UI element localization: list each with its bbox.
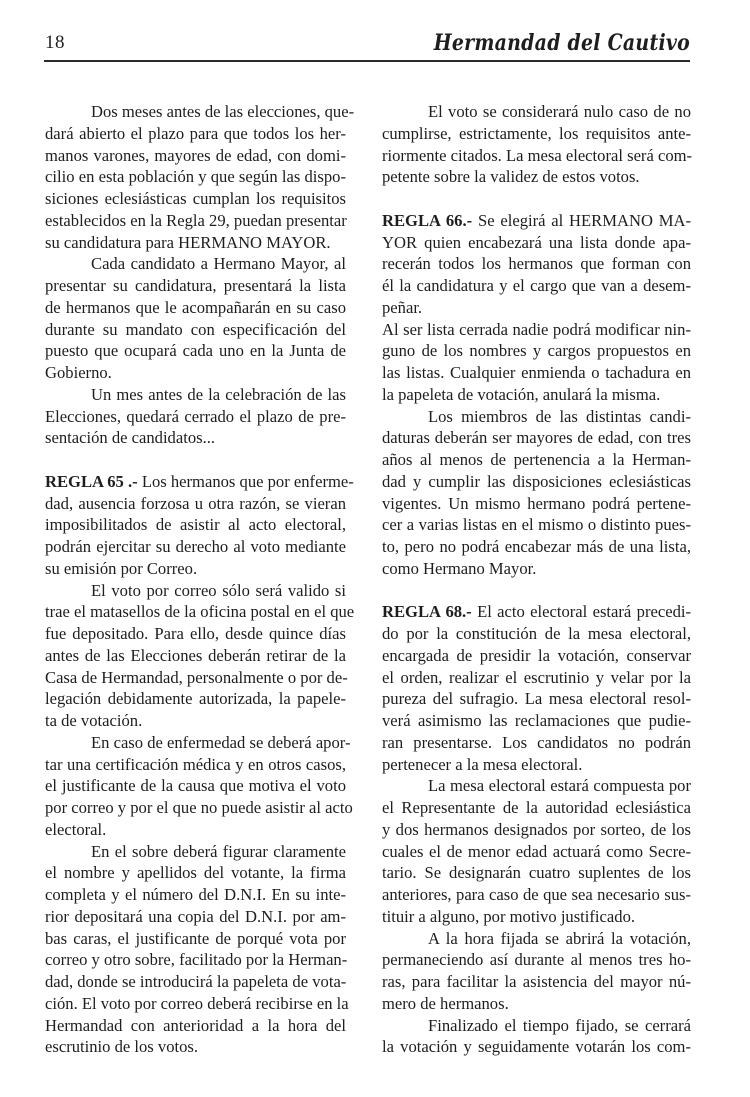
paragraph <box>382 928 691 1015</box>
line-text: antes de las Elecciones deberán retirar de la <box>45 645 346 665</box>
text-line <box>45 601 355 623</box>
text-line <box>382 101 691 123</box>
line-text: Finalizado el tiempo fijado, se cerrará <box>428 1015 691 1035</box>
text-line <box>45 145 346 167</box>
rule-paragraph <box>45 471 354 580</box>
text-line <box>382 275 691 297</box>
text-line <box>45 819 346 841</box>
text-line <box>382 427 691 449</box>
text-line <box>382 710 691 732</box>
text-line <box>382 949 691 971</box>
paragraph <box>382 775 691 927</box>
text-line <box>45 319 346 341</box>
text-line <box>382 667 691 689</box>
text-line <box>45 928 346 950</box>
line-text: encargada de presidir la votación, conservar <box>382 645 691 665</box>
line-text: petente sobre la validez de estos votos. <box>382 167 640 187</box>
text-line <box>45 558 346 580</box>
line-text: Un mes antes de la celebración de las <box>91 384 346 404</box>
paragraph <box>45 101 355 253</box>
text-line <box>45 906 346 928</box>
line-text: mero de hermanos. <box>382 993 509 1013</box>
line-text: cuales el de menor edad actuará como Secre- <box>382 841 691 861</box>
text-line <box>382 210 691 232</box>
paragraph <box>45 732 353 841</box>
line-text: podrán ejercitar su derecho al voto mediante <box>45 537 346 556</box>
text-line <box>45 101 355 123</box>
text-line <box>382 493 691 515</box>
line-text: manos varones, mayores de edad, con domi- <box>45 145 346 165</box>
page-number: 18 <box>45 32 65 53</box>
text-line <box>45 493 346 515</box>
text-line <box>382 884 691 906</box>
rule-heading: REGLA 65 .- <box>45 471 138 491</box>
text-line <box>45 536 346 558</box>
text-line <box>45 580 346 602</box>
line-text: ran presentarse. Los candidatos no podrán <box>382 732 691 752</box>
text-line <box>45 971 346 993</box>
text-line <box>45 232 346 254</box>
line-text: cumplirse, estrictamente, los requisitos ante- <box>382 123 691 143</box>
line-text: completa y el número del D.N.I. En su inte- <box>45 885 346 904</box>
line-text: establecidos en la Regla 29, puedan presentar <box>45 210 347 230</box>
text-line <box>45 340 346 362</box>
line-text: imposibilitados de asistir al acto electoral, <box>45 515 346 535</box>
text-line <box>382 688 691 710</box>
paragraph <box>45 841 349 1059</box>
text-line <box>45 275 346 297</box>
rule-paragraph <box>382 210 691 319</box>
text-line <box>45 623 346 645</box>
text-line <box>382 601 691 623</box>
text-line <box>382 362 691 384</box>
text-line <box>45 362 346 384</box>
text-line <box>45 645 346 667</box>
text-line <box>382 406 691 428</box>
text-line <box>45 862 346 884</box>
line-text: guno de los nombres y cargos propuestos en <box>382 341 691 361</box>
line-text: ta de votación. <box>45 711 143 730</box>
line-text: y dos hermanos designados por sorteo, de los <box>382 819 691 839</box>
line-text: A la hora fijada se abrirá la votación, <box>428 928 691 948</box>
text-line <box>382 514 691 536</box>
line-text: tituir a alguno, por motivo justificado. <box>382 906 636 926</box>
page-header <box>44 28 690 62</box>
line-text: Los hermanos que por enferme- <box>137 471 354 491</box>
text-line <box>382 862 691 884</box>
line-text: Gobierno. <box>45 363 112 382</box>
left-column <box>45 101 355 1058</box>
line-text: verá asimismo las reclamaciones que pudie- <box>382 711 691 730</box>
paragraph <box>45 253 346 384</box>
line-text: siciones eclesiásticas cumplan los requisitos <box>45 189 346 208</box>
text-line <box>382 841 691 863</box>
rule-heading: REGLA 66.- <box>382 210 473 230</box>
text-line <box>382 297 691 319</box>
line-text: por correo y por el que no puede asistir al acto <box>45 798 353 817</box>
line-text: dad, donde se introducirá la papeleta de vota- <box>45 972 347 991</box>
line-text: Al ser lista cerrada nadie podrá modificar nin- <box>382 319 691 339</box>
text-line <box>382 928 691 950</box>
text-line <box>45 123 346 145</box>
text-line <box>45 710 346 732</box>
line-text: dad y cumplir las disposiciones eclesiásticas <box>382 471 691 491</box>
line-text: En el sobre deberá figurar claramente <box>91 841 346 861</box>
line-text: Los miembros de las distintas candi- <box>428 406 691 426</box>
text-line <box>382 253 691 275</box>
text-line <box>45 1036 346 1058</box>
text-line <box>45 775 346 797</box>
line-text: daturas deberán ser mayores de edad, con tres <box>382 428 691 448</box>
text-line <box>45 406 346 428</box>
line-text: ras, para facilitar la asistencia del mayor nú- <box>382 972 691 991</box>
rule-heading: REGLA 68.- <box>382 602 472 622</box>
paragraph <box>45 580 355 732</box>
line-text: cer a varias listas en el mismo o distinto pues- <box>382 515 691 535</box>
line-text: presentar su candidatura, presentará la lista <box>45 276 346 295</box>
line-text: correo y otro sobre, facilitado por la Herman- <box>45 950 348 970</box>
paragraph <box>45 384 346 449</box>
line-text: fue depositado. Para ello, desde quince días <box>45 624 346 643</box>
line-text: las listas. Cualquier enmienda o tachadura en <box>382 363 691 382</box>
line-text: Casa de Hermandad, personalmente o por de- <box>45 667 348 687</box>
line-text: La mesa electoral estará compuesta por <box>428 776 691 796</box>
text-line <box>382 449 691 471</box>
line-text: riormente citados. La mesa electoral será com- <box>382 145 693 165</box>
text-line <box>45 514 346 536</box>
line-text: su emisión por Correo. <box>45 558 198 578</box>
text-line <box>45 949 346 971</box>
text-line <box>382 906 691 928</box>
line-text: En caso de enfermedad se deberá apor- <box>91 732 351 752</box>
line-text: la votación y seguidamente votarán los com- <box>382 1037 691 1057</box>
paragraph <box>382 406 691 580</box>
line-text: el Representante de la autoridad eclesiástica <box>382 798 691 817</box>
text-line <box>382 971 691 993</box>
text-line <box>45 297 346 319</box>
line-text: bas caras, el justificante de porqué vota por <box>45 928 346 948</box>
line-text: YOR quien encabezará una lista donde apa- <box>382 232 691 252</box>
text-line <box>382 232 691 254</box>
paragraph <box>382 319 691 406</box>
line-text: Se elegirá al HERMANO MA- <box>472 210 692 230</box>
text-line <box>45 667 346 689</box>
line-text: la papeleta de votación, anulará la misma. <box>382 384 661 404</box>
line-text: Cada candidato a Hermano Mayor, al <box>91 254 346 274</box>
line-text: peñar. <box>382 297 423 317</box>
text-line <box>382 471 691 493</box>
text-line <box>45 166 346 188</box>
line-text: cilio en esta población y que según las dispo- <box>45 167 346 187</box>
line-text: rior depositará una copia del D.N.I. por am- <box>45 906 346 926</box>
line-text: puesto que ocupará cada uno en la Junta de <box>45 341 346 361</box>
text-line <box>45 1015 346 1037</box>
text-line <box>382 145 691 167</box>
line-text: do por la constitución de la mesa electoral, <box>382 624 691 643</box>
text-line <box>45 384 346 406</box>
line-text: legación debidamente autorizada, la papele- <box>45 689 346 709</box>
line-text: pertenecer a la mesa electoral. <box>382 754 583 774</box>
text-line <box>45 688 346 710</box>
line-text: trae el matasellos de la oficina postal en el que <box>45 602 355 622</box>
text-line <box>45 210 346 232</box>
line-text: pureza del sufragio. La mesa electoral resol- <box>382 689 691 709</box>
line-text: tario. Se designarán cuatro suplentes de los <box>382 863 691 883</box>
text-line <box>382 732 691 754</box>
rule-paragraph <box>382 601 691 775</box>
text-line <box>382 819 691 841</box>
text-line <box>45 754 346 776</box>
text-line <box>45 841 346 863</box>
line-text: El voto se considerará nulo caso de no <box>428 102 691 121</box>
line-text: ción. El voto por correo deberá recibirse en la <box>45 993 349 1013</box>
line-text: anteriores, para caso de que sea necesario sus- <box>382 885 691 904</box>
text-line <box>45 427 346 449</box>
line-text: el nombre y apellidos del votante, la firma <box>45 863 346 883</box>
text-line <box>382 754 691 776</box>
text-line <box>382 1036 691 1058</box>
line-text: dad, ausencia forzosa u otra razón, se vieran <box>45 493 346 513</box>
line-text: recerán todos los hermanos que forman con <box>382 254 691 274</box>
text-line <box>382 993 691 1015</box>
paragraph <box>382 1015 691 1059</box>
line-text: El acto electoral estará precedi- <box>471 602 692 622</box>
text-line <box>382 1015 691 1037</box>
text-line <box>45 884 346 906</box>
text-line <box>45 797 353 819</box>
text-line <box>382 536 691 558</box>
line-text: electoral. <box>45 819 107 839</box>
paragraph <box>382 101 691 188</box>
line-text: su candidatura para HERMANO MAYOR. <box>45 232 331 252</box>
text-line <box>382 166 691 188</box>
line-text: él la candidatura y el cargo que van a desem- <box>382 276 691 295</box>
text-line <box>45 471 354 493</box>
line-text: escrutinio de los votos. <box>45 1037 199 1057</box>
line-text: sentación de candidatos... <box>45 428 216 448</box>
line-text: durante su mandato con especificación del <box>45 319 346 339</box>
line-text: años al menos de pertenencia a la Herman- <box>382 450 691 469</box>
line-text: el orden, realizar el escrutinio y velar por la <box>382 667 691 687</box>
text-line <box>382 558 691 580</box>
line-text: to, pero no podrá encabezar más de una lista, <box>382 537 691 556</box>
text-line <box>382 319 691 341</box>
text-line <box>382 645 691 667</box>
line-text: permaneciendo así durante al menos tres ho- <box>382 950 691 970</box>
text-line <box>382 797 691 819</box>
running-title: Hermandad del Cautivo <box>433 30 690 56</box>
line-text: tar una certificación médica y en otros casos, <box>45 754 346 774</box>
text-line <box>45 732 351 754</box>
line-text: Dos meses antes de las elecciones, que- <box>91 102 355 121</box>
text-line <box>382 123 691 145</box>
text-line <box>382 384 691 406</box>
line-text: El voto por correo sólo será valido si <box>91 580 346 600</box>
line-text: como Hermano Mayor. <box>382 558 537 578</box>
line-text: vigentes. Un mismo hermano podrá pertene- <box>382 493 691 513</box>
text-line <box>382 775 691 797</box>
text-line <box>45 993 349 1015</box>
text-line <box>382 340 691 362</box>
line-text: Elecciones, quedará cerrado el plazo de pre- <box>45 406 346 426</box>
line-text: Hermandad con anterioridad a la hora del <box>45 1015 346 1035</box>
line-text: dará abierto el plazo para que todos los her- <box>45 123 346 143</box>
text-line <box>45 188 346 210</box>
text-line <box>382 623 691 645</box>
line-text: de hermanos que le acompañarán en su caso <box>45 297 346 317</box>
text-line <box>45 253 346 275</box>
line-text: el justificante de la causa que motiva el voto <box>45 776 346 796</box>
right-column <box>382 101 691 1058</box>
